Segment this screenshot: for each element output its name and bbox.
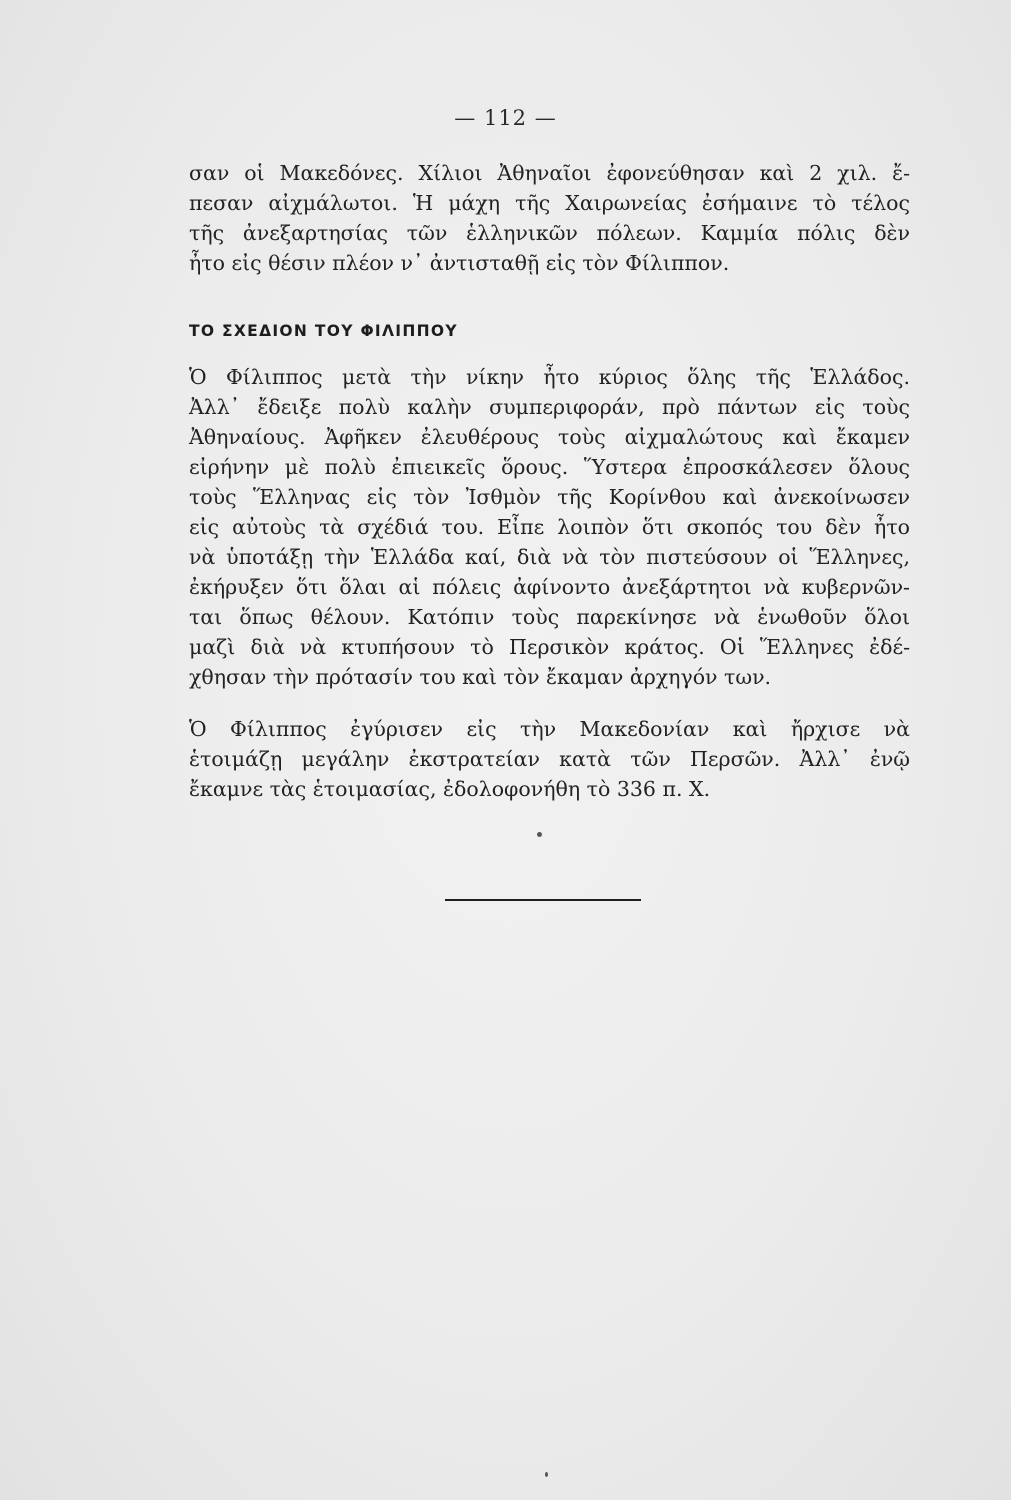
text-line: νὰ ὑποτάξῃ τὴν Ἑλλάδα καί, διὰ νὰ τὸν πιστεύσουν οἱ Ἕλληνες,: [189, 545, 910, 569]
text-line: μαζὶ διὰ νὰ κτυπήσουν τὸ Περσικὸν κράτος. Οἱ Ἕλληνες ἐδέ-: [189, 635, 910, 659]
text-line: Ἀθηναίους. Ἀφῆκεν ἐλευθέρους τοὺς αἰχμαλώτους καὶ ἔκαμεν: [189, 425, 910, 449]
text-line: εἰς αὐτοὺς τὰ σχέδιά του. Εἶπε λοιπὸν ὅτι σκοπός του δὲν ἦτο: [189, 515, 910, 539]
text-line: ται ὅπως θέλουν. Κατόπιν τοὺς παρεκίνησε νὰ ἑνωθοῦν ὅλοι: [189, 605, 910, 629]
print-speck: [537, 832, 542, 837]
text-line: τοὺς Ἕλληνας εἰς τὸν Ἰσθμὸν τῆς Κορίνθου καὶ ἀνεκοίνωσεν: [189, 485, 910, 509]
paragraph-continuation: [189, 158, 910, 278]
print-speck: [545, 1472, 548, 1477]
text-line: ἦτο εἰς θέσιν πλέον ν᾿ ἀντισταθῇ εἰς τὸν Φίλιππον.: [189, 251, 730, 275]
text-line: τῆς ἀνεξαρτησίας τῶν ἑλληνικῶν πόλεων. Καμμία πόλις δὲν: [189, 221, 910, 245]
text-line: εἰρήνην μὲ πολὺ ἐπιεικεῖς ὅρους. Ὕστερα ἐπροσκάλεσεν ὅλους: [189, 455, 910, 479]
text-line: Ὁ Φίλιππος ἐγύρισεν εἰς τὴν Μακεδονίαν καὶ ἤρχισε νὰ: [189, 717, 910, 741]
end-rule: [445, 899, 641, 901]
text-line: ἐκήρυξεν ὅτι ὅλαι αἱ πόλεις ἀφίνοντο ἀνεξάρτητοι νὰ κυβερνῶν-: [189, 575, 910, 599]
text-line: σαν οἱ Μακεδόνες. Χίλιοι Ἀθηναῖοι ἐφονεύθησαν καὶ 2 χιλ. ἔ-: [189, 161, 910, 185]
text-line: ἑτοιμάζῃ μεγάλην ἐκστρατείαν κατὰ τῶν Περσῶν. Ἀλλ᾿ ἐνῷ: [189, 747, 910, 771]
section-heading: ΤΟ ΣΧΕΔΙΟΝ ΤΟΥ ΦΙΛΙΠΠΟΥ: [189, 322, 458, 340]
paragraph-persian-campaign: [189, 714, 910, 804]
text-line: Ὁ Φίλιππος μετὰ τὴν νίκην ἦτο κύριος ὅλης τῆς Ἑλλάδος.: [189, 365, 910, 389]
text-line: ἔκαμνε τὰς ἑτοιμασίας, ἐδολοφονήθη τὸ 336 π. Χ.: [189, 777, 711, 801]
text-line: χθησαν τὴν πρότασίν του καὶ τὸν ἔκαμαν ἀρχηγόν των.: [189, 665, 772, 689]
text-line: πεσαν αἰχμάλωτοι. Ἡ μάχη τῆς Χαιρωνείας ἐσήμαινε τὸ τέλος: [189, 191, 910, 215]
paragraph-philip-plan: [189, 362, 910, 692]
page-number: — 112 —: [454, 106, 557, 130]
text-line: Ἀλλ᾿ ἔδειξε πολὺ καλὴν συμπεριφοράν, πρὸ πάντων εἰς τοὺς: [189, 395, 910, 419]
